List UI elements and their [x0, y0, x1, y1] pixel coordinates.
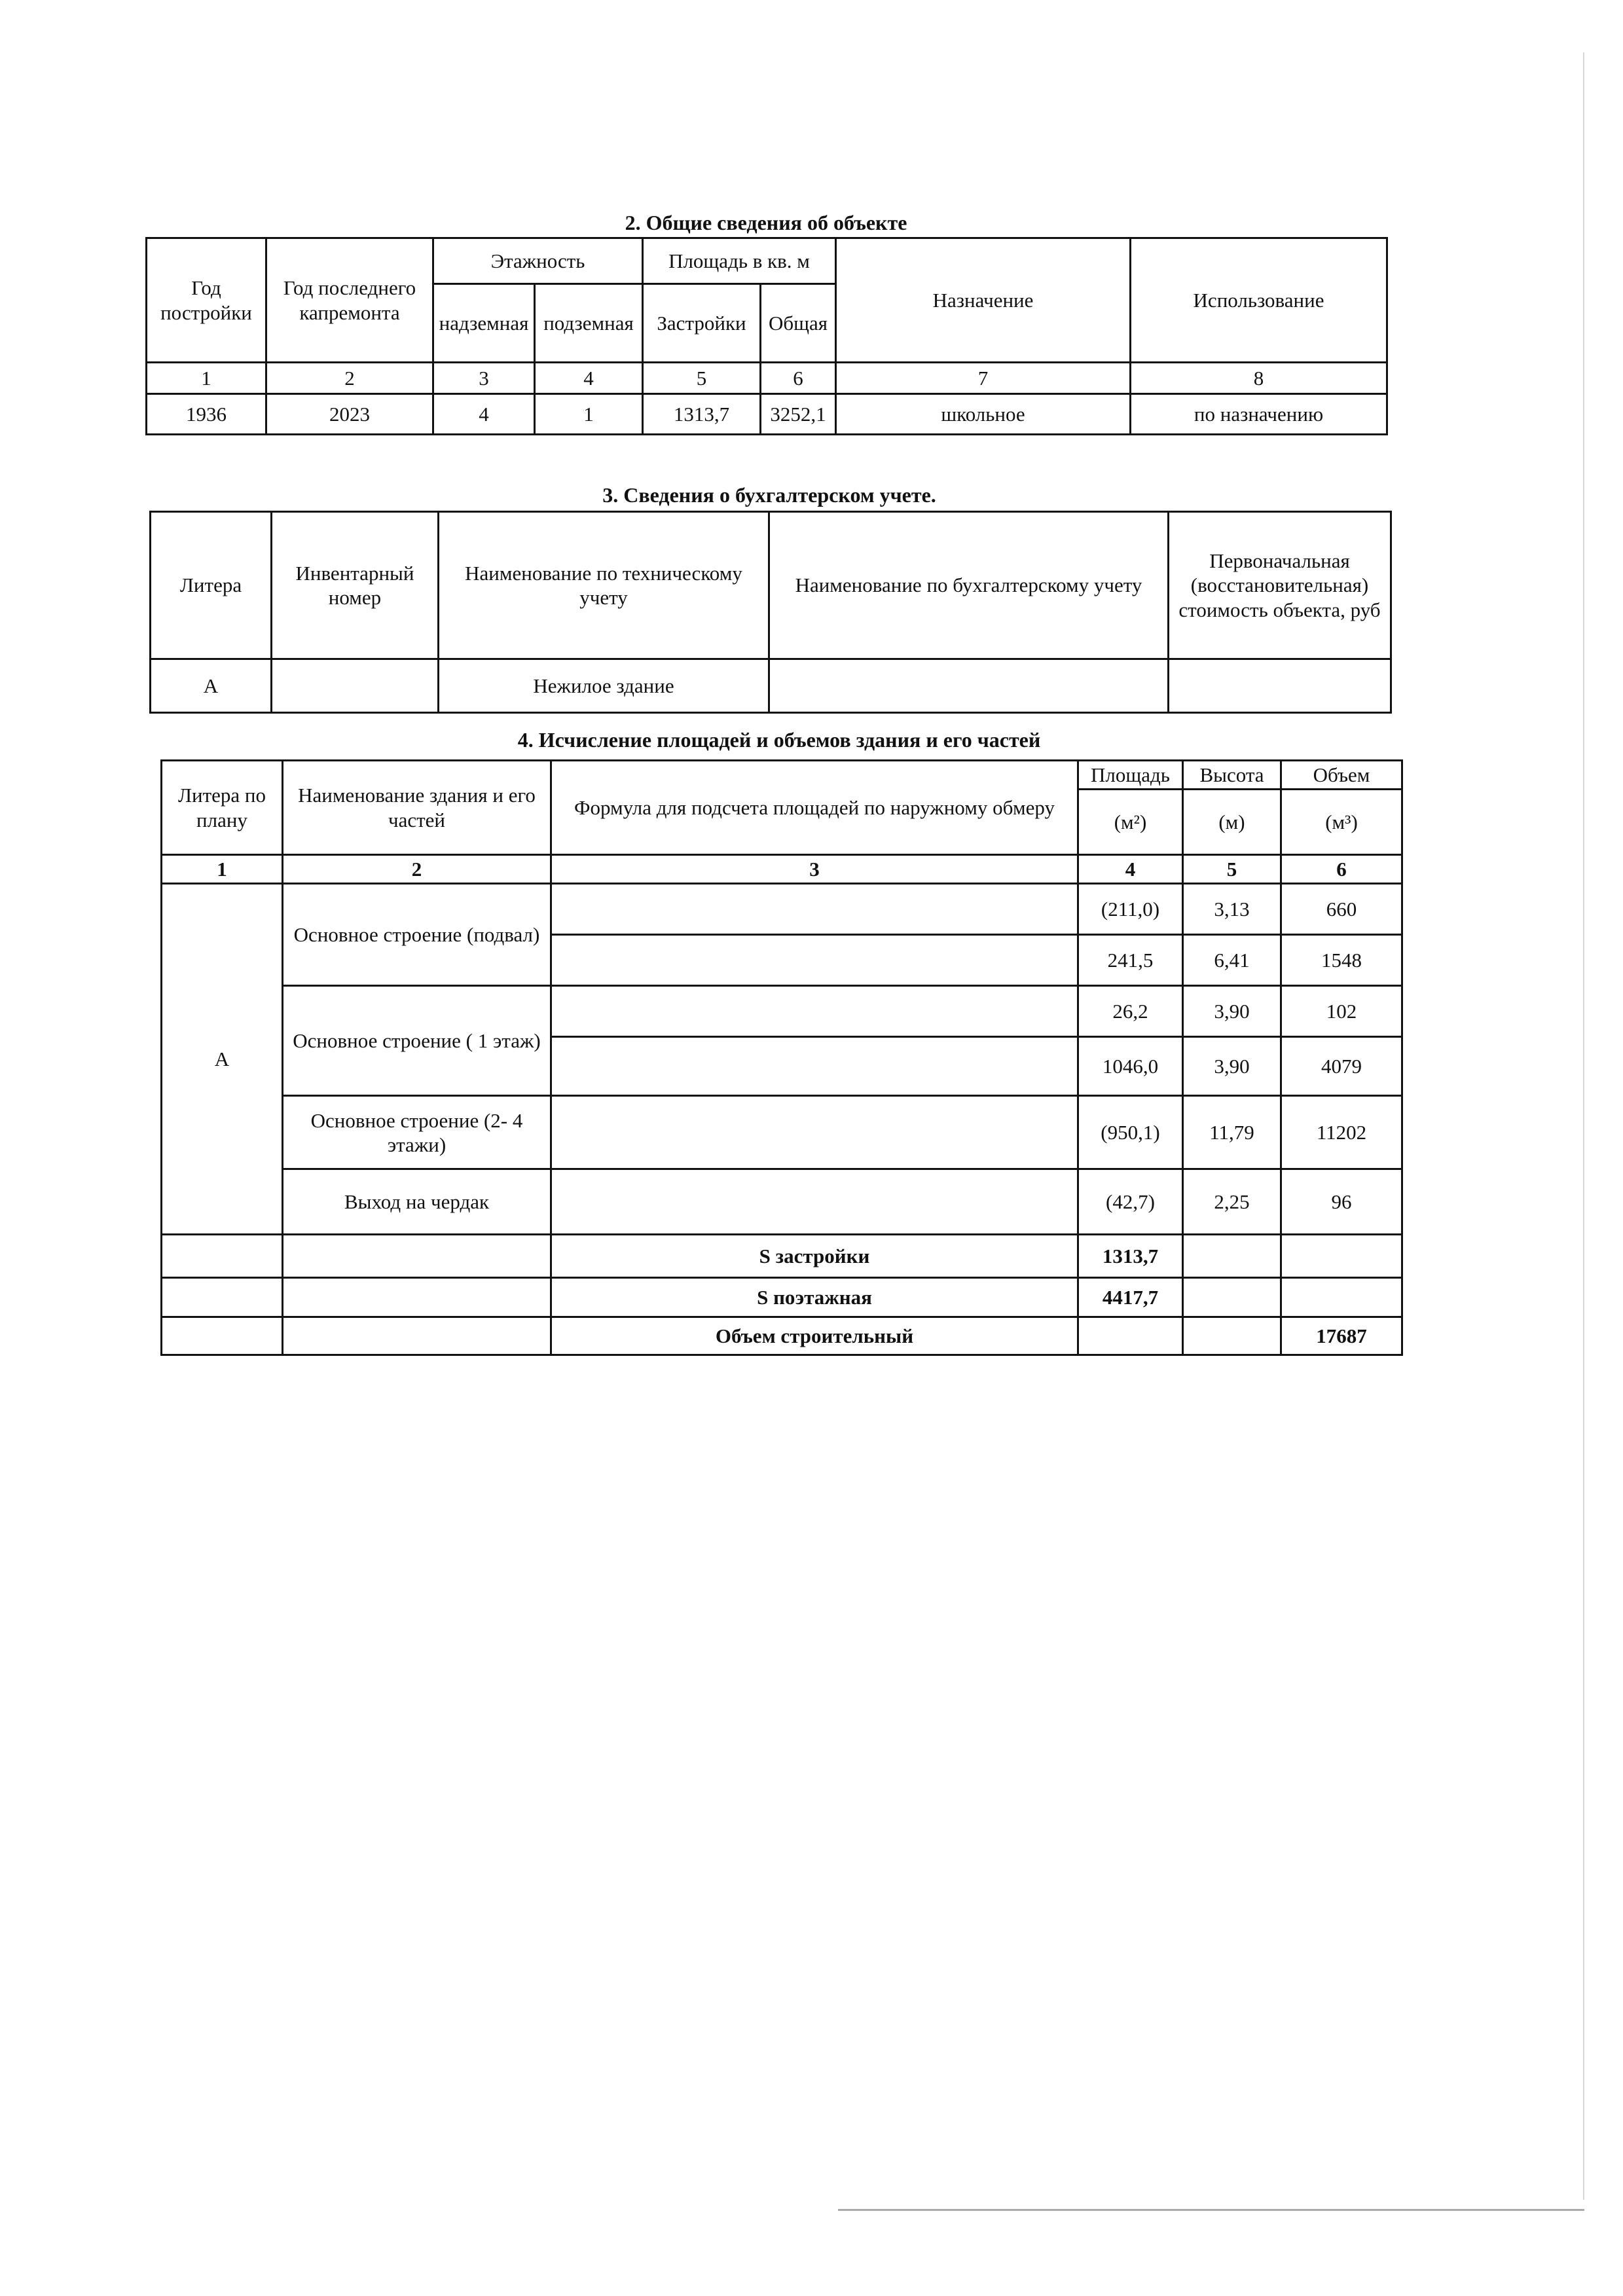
- total-area: 4417,7: [1078, 1278, 1183, 1317]
- header-floors: Этажность: [433, 238, 643, 284]
- col-number: 2: [266, 363, 433, 394]
- total-volume: [1281, 1235, 1402, 1278]
- section4-title: 4. Исчисление площадей и объемов здания и его частей: [517, 728, 1041, 752]
- header-acc-name: Наименование по бухгалтерскому учету: [769, 512, 1169, 659]
- header-formula: Формула для подсчета площадей по наружному обмеру: [551, 761, 1078, 855]
- header-area-unit: (м²): [1078, 790, 1183, 855]
- total-label: S застройки: [551, 1235, 1078, 1278]
- part-name: Выход на чердак: [283, 1169, 551, 1235]
- empty-cell: [283, 1235, 551, 1278]
- header-total: Общая: [761, 284, 836, 363]
- empty-cell: [1183, 1235, 1281, 1278]
- formula-cell: [551, 884, 1078, 935]
- empty-cell: [162, 1235, 283, 1278]
- header-height: Высота: [1183, 761, 1281, 790]
- area-value: (42,7): [1078, 1169, 1183, 1235]
- total-volume: [1281, 1278, 1402, 1317]
- scan-bottom-line: [838, 2209, 1584, 2211]
- height-value: 3,90: [1183, 1037, 1281, 1096]
- area-value: 241,5: [1078, 935, 1183, 986]
- height-value: 6,41: [1183, 935, 1281, 986]
- header-purpose: Назначение: [836, 238, 1131, 363]
- header-above: надземная: [433, 284, 535, 363]
- empty-cell: [1183, 1317, 1281, 1355]
- formula-cell: [551, 1037, 1078, 1096]
- total-label: Объем строительный: [551, 1317, 1078, 1355]
- part-name: Основное строение ( 1 этаж): [283, 986, 551, 1096]
- area-value: 1046,0: [1078, 1037, 1183, 1096]
- header-inventory: Инвентарный номер: [272, 512, 439, 659]
- cell-cost: [1169, 659, 1391, 713]
- part-name: Основное строение (2- 4 этажи): [283, 1096, 551, 1169]
- header-volume-unit: (м³): [1281, 790, 1402, 855]
- col-number: 7: [836, 363, 1131, 394]
- area-volume-table: [160, 759, 1403, 1356]
- cell-year-repair: 2023: [266, 394, 433, 435]
- col-number: 5: [1183, 855, 1281, 884]
- volume-value: 1548: [1281, 935, 1402, 986]
- total-label: S поэтажная: [551, 1278, 1078, 1317]
- formula-cell: [551, 935, 1078, 986]
- header-area: Площадь: [1078, 761, 1183, 790]
- area-value: (950,1): [1078, 1096, 1183, 1169]
- section3-title: 3. Сведения о бухгалтерском учете.: [602, 483, 936, 507]
- cell-acc-name: [769, 659, 1169, 713]
- volume-value: 11202: [1281, 1096, 1402, 1169]
- header-built-area: Застройки: [643, 284, 761, 363]
- header-volume: Объем: [1281, 761, 1402, 790]
- formula-cell: [551, 1169, 1078, 1235]
- volume-value: 102: [1281, 986, 1402, 1037]
- cell-above: 4: [433, 394, 535, 435]
- header-name: Наименование здания и его частей: [283, 761, 551, 855]
- cell-under: 1: [535, 394, 643, 435]
- empty-cell: [283, 1278, 551, 1317]
- col-number: 1: [162, 855, 283, 884]
- header-year-built: Год постройки: [147, 238, 266, 363]
- cell-tech-name: Нежилое здание: [439, 659, 769, 713]
- empty-cell: [1183, 1278, 1281, 1317]
- col-number: 3: [551, 855, 1078, 884]
- col-number: 2: [283, 855, 551, 884]
- volume-value: 660: [1281, 884, 1402, 935]
- volume-value: 96: [1281, 1169, 1402, 1235]
- col-number: 6: [1281, 855, 1402, 884]
- cell-year-built: 1936: [147, 394, 266, 435]
- col-number: 1: [147, 363, 266, 394]
- height-value: 2,25: [1183, 1169, 1281, 1235]
- cell-inventory: [272, 659, 439, 713]
- header-tech-name: Наименование по техническому учету: [439, 512, 769, 659]
- col-number: 6: [761, 363, 836, 394]
- accounting-table: [149, 511, 1392, 714]
- cell-built-area: 1313,7: [643, 394, 761, 435]
- header-usage: Использование: [1131, 238, 1387, 363]
- height-value: 3,13: [1183, 884, 1281, 935]
- volume-value: 4079: [1281, 1037, 1402, 1096]
- cell-usage: по назначению: [1131, 394, 1387, 435]
- formula-cell: [551, 1096, 1078, 1169]
- general-info-table: [145, 237, 1388, 435]
- area-value: 26,2: [1078, 986, 1183, 1037]
- cell-litera: А: [151, 659, 272, 713]
- col-number: 5: [643, 363, 761, 394]
- empty-cell: [162, 1317, 283, 1355]
- header-under: подземная: [535, 284, 643, 363]
- header-litera: Литера: [151, 512, 272, 659]
- col-number: 4: [535, 363, 643, 394]
- height-value: 11,79: [1183, 1096, 1281, 1169]
- formula-cell: [551, 986, 1078, 1037]
- empty-cell: [162, 1278, 283, 1317]
- total-area: 1313,7: [1078, 1235, 1183, 1278]
- header-cost: Первоначальная (восстановительная) стоимость объекта, руб: [1169, 512, 1391, 659]
- col-number: 3: [433, 363, 535, 394]
- area-value: (211,0): [1078, 884, 1183, 935]
- total-volume: 17687: [1281, 1317, 1402, 1355]
- col-number: 4: [1078, 855, 1183, 884]
- header-year-repair: Год последнего капремонта: [266, 238, 433, 363]
- total-area: [1078, 1317, 1183, 1355]
- empty-cell: [283, 1317, 551, 1355]
- header-litera-plan: Литера по плану: [162, 761, 283, 855]
- cell-total: 3252,1: [761, 394, 836, 435]
- cell-litera: А: [162, 884, 283, 1235]
- header-height-unit: (м): [1183, 790, 1281, 855]
- header-area: Площадь в кв. м: [643, 238, 836, 284]
- cell-purpose: школьное: [836, 394, 1131, 435]
- section2-title: 2. Общие сведения об объекте: [625, 211, 907, 234]
- col-number: 8: [1131, 363, 1387, 394]
- scan-edge-line: [1583, 52, 1584, 2200]
- height-value: 3,90: [1183, 986, 1281, 1037]
- part-name: Основное строение (подвал): [283, 884, 551, 986]
